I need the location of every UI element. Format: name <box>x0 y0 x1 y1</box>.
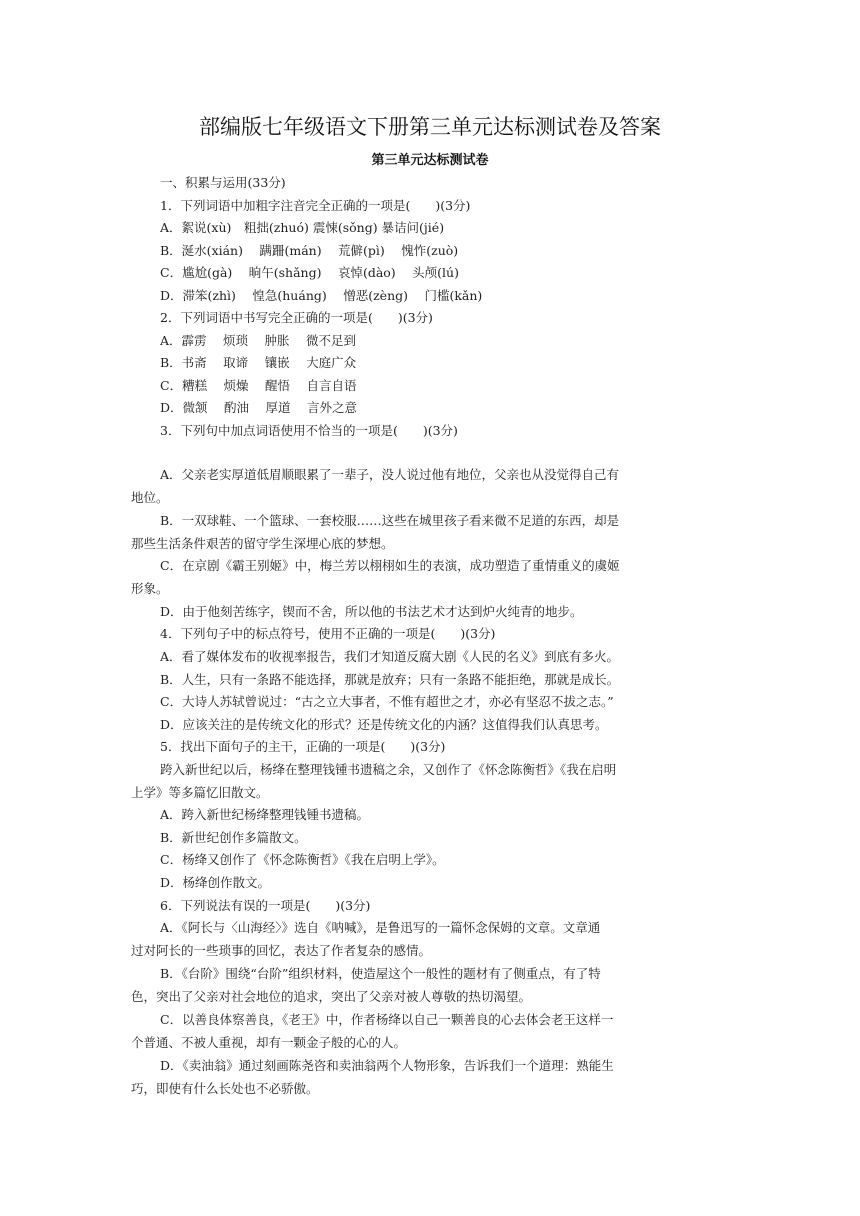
question-5-passage-cont: 上学》等多篇忆旧散文。 <box>131 785 269 800</box>
question-6-option-c: C．以善良体察善良，《老王》中，作者杨绛以自己一颗善良的心去体会老王这样一 <box>160 1012 614 1027</box>
question-4-option-c: C．大诗人苏轼曾说过：“古之立大事者，不惟有超世之才，亦必有坚忍不拔之志。” <box>160 694 614 709</box>
question-5-option-c: C．杨绛又创作了《怀念陈衡哲》《我在启明上学》。 <box>160 852 445 867</box>
question-5-option-d: D．杨绛创作散文。 <box>160 875 271 890</box>
question-6-option-d: D．《卖油翁》通过刻画陈尧咨和卖油翁两个人物形象，告诉我们一个道理：熟能生 <box>160 1058 614 1073</box>
question-3-option-b: B．一双球鞋、一个篮球、一套校服……这些在城里孩子看来微不足道的东西，却是 <box>160 513 620 528</box>
question-4-option-b: B．人生，只有一条路不能选择，那就是放弃；只有一条路不能拒绝，那就是成长。 <box>160 672 620 687</box>
question-6-option-b-cont: 色，突出了父亲对社会地位的追求，突出了父亲对被人尊敬的热切渴望。 <box>131 989 532 1004</box>
question-3-option-c: C．在京剧《霸王别姬》中，梅兰芳以栩栩如生的表演，成功塑造了重情重义的虞姬 <box>160 558 620 573</box>
question-1-option-b: B．涎水(xián) 蹒跚(mán) 荒僻(pì) 愧怍(zuò) <box>160 243 459 258</box>
question-5-stem: 5．找出下面句子的主干，正确的一项是( )(3分) <box>160 739 446 754</box>
document-subtitle: 第三单元达标测试卷 <box>371 153 489 168</box>
question-6-option-a-cont: 过对阿长的一些琐事的回忆，表达了作者复杂的感情。 <box>131 943 432 958</box>
document-title: 部编版七年级语文下册第三单元达标测试卷及答案 <box>199 115 661 139</box>
question-3-option-b-cont: 那些生活条件艰苦的留守学生深埋心底的梦想。 <box>131 536 394 551</box>
question-2-option-d: D．微颔 酌油 厚道 言外之意 <box>160 400 357 415</box>
question-6-option-d-cont: 巧，即使有什么长处也不必骄傲。 <box>131 1081 319 1096</box>
question-5-passage: 跨入新世纪以后，杨绛在整理钱锺书遗稿之余，又创作了《怀念陈衡哲》《我在启明 <box>160 762 617 777</box>
question-6-option-c-cont: 个普通、不被人重视，却有一颗金子般的心的人。 <box>131 1035 407 1050</box>
question-1-option-c: C．尴尬(gà) 晌午(shǎng) 哀悼(dào) 头颅(lú) <box>160 265 459 280</box>
question-3-stem: 3．下列句中加点词语使用不恰当的一项是( )(3分) <box>160 423 458 438</box>
question-1-stem: 1．下列词语中加粗字注音完全正确的一项是( )(3分) <box>160 198 471 213</box>
question-3-option-c-cont: 形象。 <box>131 581 169 596</box>
question-2-option-a: A．霹雳 烦琐 肿胀 微不足到 <box>160 333 356 348</box>
question-1-option-d: D．滞笨(zhì) 惶急(huáng) 憎恶(zèng) 门槛(kǎn) <box>160 288 483 303</box>
question-2-option-b: B．书斋 取谛 镶嵌 大庭广众 <box>160 355 357 370</box>
question-4-stem: 4．下列句子中的标点符号，使用不正确的一项是( )(3分) <box>160 626 496 641</box>
question-6-stem: 6．下列说法有误的一项是( )(3分) <box>160 898 371 913</box>
question-2-stem: 2．下列词语中书写完全正确的一项是( )(3分) <box>160 310 433 325</box>
question-5-option-a: A．跨入新世纪杨绛整理钱锺书遗稿。 <box>160 807 370 822</box>
section-heading: 一、积累与运用(33分) <box>160 175 286 190</box>
question-2-option-c: C．糟糕 烦燥 醒悟 自言自语 <box>160 378 357 393</box>
question-4-option-d: D．应该关注的是传统文化的形式？还是传统文化的内涵？这值得我们认真思考。 <box>160 717 608 732</box>
question-4-option-a: A．看了媒体发布的收视率报告，我们才知道反腐大剧《人民的名义》到底有多火。 <box>160 649 620 664</box>
question-5-option-b: B．新世纪创作多篇散文。 <box>160 830 307 845</box>
question-3-option-d: D．由于他刻苦练字，锲而不舍，所以他的书法艺术才达到炉火纯青的地步。 <box>160 604 583 619</box>
question-3-option-a-cont: 地位。 <box>131 490 169 505</box>
question-6-option-b: B．《台阶》围绕“台阶”组织材料，使造屋这个一般性的题材有了侧重点，有了特 <box>160 966 601 981</box>
question-1-option-a: A．絮说(xù) 粗拙(zhuó) 震悚(sǒng) 暴诘问(jié) <box>160 220 445 235</box>
question-3-option-a: A．父亲老实厚道低眉顺眼累了一辈子，没人说过他有地位，父亲也从没觉得自己有 <box>160 467 620 482</box>
question-6-option-a: A．《阿长与〈山海经〉》选自《呐喊》，是鲁迅写的一篇怀念保姆的文章。文章通 <box>160 920 601 935</box>
